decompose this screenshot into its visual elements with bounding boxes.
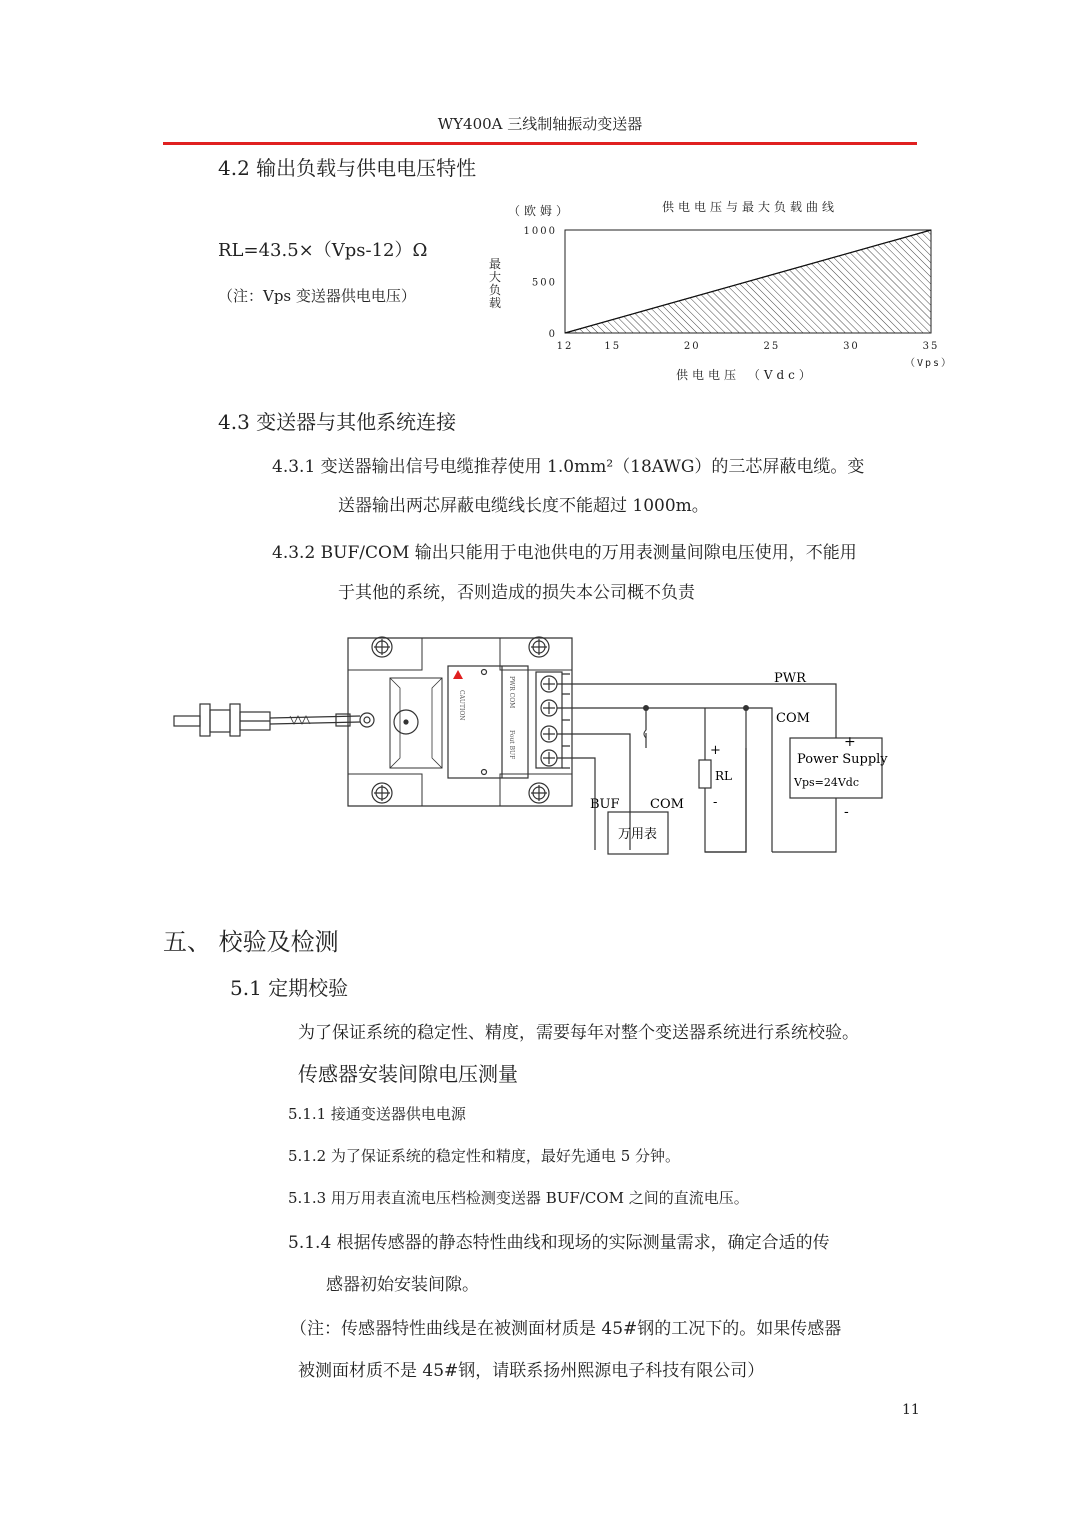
chart-y-unit: （欧姆） bbox=[508, 204, 573, 218]
wiring-diagram bbox=[160, 630, 900, 870]
x-tick-label: 30 bbox=[843, 341, 860, 352]
load-formula: RL=43.5×（Vps-12）Ω bbox=[218, 240, 428, 261]
multimeter-label: 万用表 bbox=[618, 827, 658, 842]
step-5-1-4-line1: 5.1.4 根据传感器的静态特性曲线和现场的实际测量需求，确定合适的传 bbox=[288, 1233, 830, 1253]
section-4-2-heading: 4.2 输出负载与供电电压特性 bbox=[218, 156, 477, 180]
com-left-label: COM bbox=[650, 797, 684, 812]
svg-text:PWR COM: PWR COM bbox=[508, 676, 515, 709]
com-right-label: COM bbox=[776, 711, 810, 726]
label-plate bbox=[448, 666, 528, 778]
para-4-3-1-line1: 4.3.1 变送器输出信号电缆推荐使用 1.0mm²（18AWG）的三芯屏蔽电缆。变 bbox=[272, 457, 865, 477]
supply-plus: + bbox=[844, 734, 856, 750]
chart-x-label: 供电电压 （Vdc） bbox=[676, 368, 815, 382]
header-rule bbox=[163, 142, 917, 145]
rl-label: RL bbox=[715, 769, 733, 783]
page-number: 11 bbox=[902, 1402, 920, 1418]
section-5-1-heading: 5.1 定期校验 bbox=[230, 976, 349, 1000]
transmitter-housing bbox=[348, 638, 572, 806]
load-curve-chart bbox=[520, 220, 960, 360]
buf-label: BUF bbox=[590, 797, 620, 812]
supply-label-2: Vps=24Vdc bbox=[794, 776, 859, 789]
x-tick-label: 35 bbox=[922, 341, 940, 352]
section-4-3-heading: 4.3 变送器与其他系统连接 bbox=[218, 410, 457, 434]
rl-minus: - bbox=[713, 795, 718, 810]
y-tick-label: 500 bbox=[531, 277, 557, 289]
x-tick-label: 20 bbox=[683, 341, 701, 352]
step-5-1-4-line2: 感器初始安装间隙。 bbox=[326, 1275, 479, 1295]
probe-cable bbox=[270, 716, 360, 724]
probe-nut-1 bbox=[200, 704, 210, 736]
probe-tip bbox=[174, 716, 200, 726]
supply-minus: - bbox=[844, 804, 849, 820]
para-4-3-1-line2: 送器输出两芯屏蔽电缆线长度不能超过 1000m。 bbox=[338, 496, 709, 516]
junction-dot bbox=[643, 705, 649, 711]
para-5-1: 为了保证系统的稳定性、精度，需要每年对整个变送器系统进行系统校验。 bbox=[298, 1023, 859, 1043]
chart-x-unit: （Vps） bbox=[905, 358, 954, 369]
probe-nut-2 bbox=[230, 704, 240, 736]
step-5-1-3: 5.1.3 用万用表直流电压档检测变送器 BUF/COM 之间的直流电压。 bbox=[288, 1189, 749, 1207]
step-5-1-2: 5.1.2 为了保证系统的稳定性和精度，最好先通电 5 分钟。 bbox=[288, 1147, 681, 1165]
rl-plus: + bbox=[710, 743, 721, 758]
formula-note: （注：Vps 变送器供电电压） bbox=[218, 287, 416, 305]
com-wire-right bbox=[557, 708, 772, 852]
para-4-3-2-line1: 4.3.2 BUF/COM 输出只能用于电池供电的万用表测量间隙电压使用，不能用 bbox=[272, 543, 857, 563]
document-header: WY400A 三线制轴振动变送器 bbox=[437, 115, 643, 133]
x-tick-label: 25 bbox=[763, 341, 781, 352]
y-tick-label: 1000 bbox=[523, 226, 557, 237]
terminal-block bbox=[536, 672, 570, 768]
para-4-3-2-line2: 于其他的系统，否则造成的损失本公司概不负责 bbox=[338, 583, 695, 603]
section-5-heading: 五、 校验及检测 bbox=[163, 928, 339, 956]
chart-y-label: 最大负载 bbox=[489, 257, 502, 310]
note-line-2: 被测面材质不是 45#钢，请联系扬州熙源电子科技有限公司） bbox=[298, 1361, 765, 1381]
step-5-1-1: 5.1.1 接通变送器供电电源 bbox=[288, 1105, 466, 1123]
supply-label-1: Power Supply bbox=[797, 752, 888, 767]
svg-text:CAUTION: CAUTION bbox=[458, 690, 465, 721]
y-tick-label: 0 bbox=[548, 329, 557, 340]
x-tick-label: 12 bbox=[556, 341, 574, 352]
power-supply-box bbox=[790, 738, 882, 798]
caution-icon bbox=[453, 670, 463, 679]
load-resistor bbox=[699, 760, 711, 788]
chart-title: 供电电压与最大负载曲线 bbox=[662, 200, 839, 214]
svg-text:Fout BUF: Fout BUF bbox=[508, 730, 515, 760]
pwr-label: PWR bbox=[774, 671, 806, 686]
x-tick-label: 15 bbox=[604, 341, 622, 352]
note-line-1: （注：传感器特性曲线是在被测面材质是 45#钢的工况下的。如果传感器 bbox=[290, 1319, 842, 1339]
gap-voltage-heading: 传感器安装间隙电压测量 bbox=[298, 1062, 518, 1086]
